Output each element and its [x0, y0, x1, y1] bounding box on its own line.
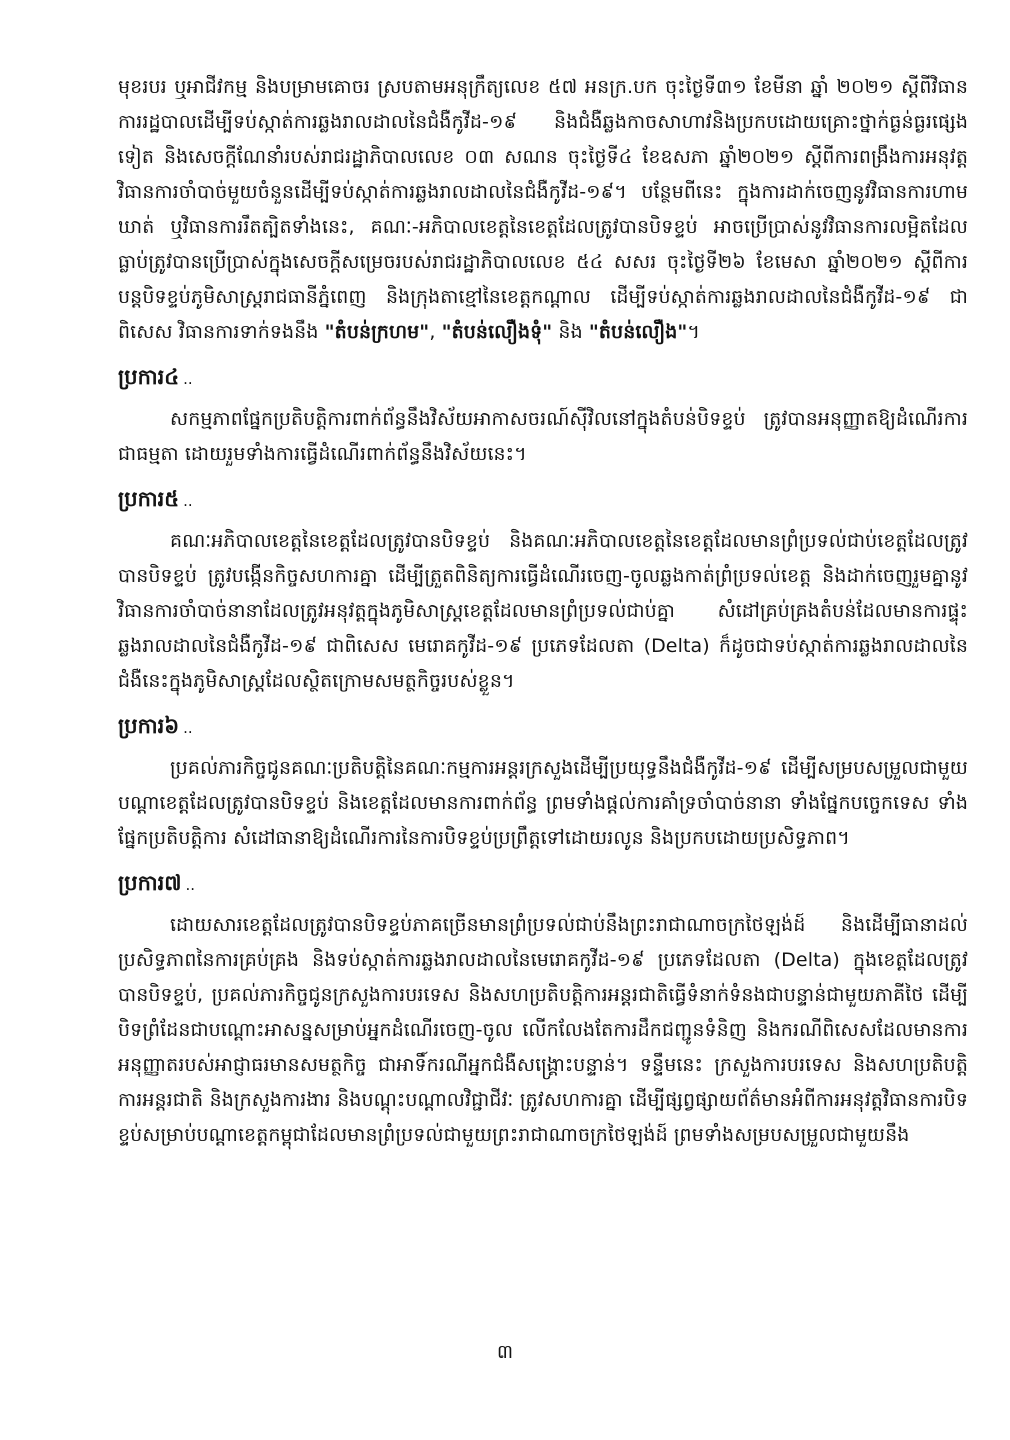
article-7 — [118, 866, 968, 1153]
article-body: ប្រគល់ភារកិច្ចជូនគណៈប្រតិបត្តិនៃគណៈកម្មការអន្តរក្រសួងដើម្បីប្រយុទ្ធនឹងជំងឺកូវីដ-១៩ ដើម្បីសម្របសម្រួលជាមួយបណ្តាខេត្តដែលត្រូវបានបិទខ្ទប់ និងខេត្តដែលមានការពាក់ព័ន្ធ ព្រមទាំងផ្តល់ការគាំទ្រចាំបាច់នានា ទាំងផ្នែកបច្ចេកទេស ទាំងផ្នែកប្រតិបត្តិការ សំដៅធានាឱ្យដំណើរការនៃការបិទខ្ទប់ប្រព្រឹត្តទៅដោយរលូន និងប្រកបដោយប្រសិទ្ធភាព។ — [118, 757, 968, 849]
article-heading — [118, 709, 968, 745]
heading-dots: .. — [183, 492, 193, 510]
article-heading — [118, 866, 968, 902]
separator: និង — [552, 321, 589, 343]
heading-dots: .. — [185, 876, 196, 894]
zone-yellow-label: "តំបន់លឿង" — [588, 321, 688, 343]
heading-dots: .. — [183, 370, 193, 388]
article-6 — [118, 709, 968, 856]
separator: , — [429, 321, 442, 343]
intro-paragraph — [118, 70, 968, 350]
article-body: សកម្មភាពផ្នែកប្រតិបត្តិការពាក់ព័ន្ធនឹងវិស័យអាកាសចរណ៍ស៊ីវិលនៅក្នុងតំបន់បិទខ្ទប់ ត្រូវបានអនុញ្ញាតឱ្យដំណើរការជាធម្មតា ដោយរួមទាំងការធ្វើដំណើរពាក់ព័ន្ធនឹងវិស័យនេះ។ — [118, 408, 968, 465]
article-body: គណៈអភិបាលខេត្តនៃខេត្តដែលត្រូវបានបិទខ្ទប់ និងគណៈអភិបាលខេត្តនៃខេត្តដែលមានព្រំប្រទល់ជាប់ខេត្តដែលត្រូវបានបិទខ្ទប់ ត្រូវបង្កើនកិច្ចសហការគ្នា ដើម្បីត្រួតពិនិត្យការធ្វើដំណើរចេញ-ចូលឆ្លងកាត់ព្រំប្រទល់ខេត្ត និងដាក់ចេញរួមគ្នានូវវិធានការចាំបាច់នានាដែលត្រូវអនុវត្តក្នុងភូមិសាស្ត្រខេត្តដែលមានព្រំប្រទល់ជាប់គ្នា សំដៅគ្រប់គ្រងតំបន់ដែលមានការផ្ទុះឆ្លងរាលដាលនៃជំងឺកូវីដ-១៩ ជាពិសេស មេរោគកូវីដ-១៩ ប្រភេទដែលតា (Delta) ក៏ដូចជាទប់ស្កាត់ការឆ្លងរាលដាលនៃជំងឺនេះក្នុងភូមិសាស្ត្រដែលស្ថិតក្រោមសមត្ថកិច្ចរបស់ខ្លួន។ — [118, 530, 968, 692]
zone-red-label: "តំបន់ក្រហម" — [324, 321, 430, 343]
article-5 — [118, 482, 968, 699]
heading-dots: .. — [183, 719, 193, 737]
article-title: ប្រការ៤ — [118, 365, 180, 389]
article-heading — [118, 482, 968, 518]
article-title: ប្រការ៦ — [118, 714, 180, 738]
article-4 — [118, 360, 968, 472]
article-title: ប្រការ៥ — [118, 487, 180, 511]
zone-dark-yellow-label: "តំបន់លឿងទុំ" — [441, 321, 553, 343]
article-heading — [118, 360, 968, 396]
intro-text: មុខរបរ ឬអាជីវកម្ម និងបម្រាមគោចរ ស្របតាមអនុក្រឹត្យលេខ ៥៧ អនក្រ.បក ចុះថ្ងៃទី៣១ ខែមីនា ឆ្នាំ ២០២១ ស្តីពីវិធានការរដ្ឋបាលដើម្បីទប់ស្កាត់ការឆ្លងរាលដាលនៃជំងឺកូវីដ-១៩ និងជំងឺឆ្លងកាចសាហាវនិងប្រកបដោយគ្រោះថ្នាក់ធ្ងន់ធ្ងរផ្សេងទៀត និងសេចក្តីណែនាំរបស់រាជរដ្ឋាភិបាលលេខ ០៣ សណន ចុះថ្ងៃទី៤ ខែឧសភា ឆ្នាំ២០២១ ស្តីពីការពង្រឹងការអនុវត្តវិធានការចាំបាច់មួយចំនួនដើម្បីទប់ស្កាត់ការឆ្លងរាលដាលនៃជំងឺកូវីដ-១៩។ បន្ថែមពីនេះ ក្នុងការដាក់ចេញនូវវិធានការហាមឃាត់ ឬវិធានការរឹតត្បិតទាំងនេះ, គណៈ-អភិបាលខេត្តនៃខេត្តដែលត្រូវបានបិទខ្ទប់ អាចប្រើប្រាស់នូវវិធានការលម្អិតដែលធ្លាប់ត្រូវបានប្រើប្រាស់ក្នុងសេចក្តីសម្រេចរបស់រាជរដ្ឋាភិបាលលេខ ៥៤ សសរ ចុះថ្ងៃទី២៦ ខែមេសា ឆ្នាំ២០២១ ស្តីពីការបន្តបិទខ្ទប់ភូមិសាស្ត្ររាជធានីភ្នំពេញ និងក្រុងតាខ្មៅនៃខេត្តកណ្តាល ដើម្បីទប់ស្កាត់ការឆ្លងរាលដាលនៃជំងឺកូវីដ-១៩ ជាពិសេស វិធានការទាក់ទងនឹង — [118, 76, 968, 343]
article-body: ដោយសារខេត្តដែលត្រូវបានបិទខ្ទប់ភាគច្រើនមានព្រំប្រទល់ជាប់នឹងព្រះរាជាណាចក្រថៃឡង់ដ៍ និងដើម្បីធានាដល់ប្រសិទ្ធភាពនៃការគ្រប់គ្រង និងទប់ស្កាត់ការឆ្លងរាលដាលនៃមេរោគកូវីដ-១៩ ប្រភេទដែលតា (Delta) ក្នុងខេត្តដែលត្រូវបានបិទខ្ទប់, ប្រគល់ភារកិច្ចជូនក្រសួងការបរទេស និងសហប្រតិបត្តិការអន្តរជាតិធ្វើទំនាក់ទំនងជាបន្ទាន់ជាមួយភាគីថៃ ដើម្បីបិទព្រំដែនជាបណ្តោះអាសន្នសម្រាប់អ្នកដំណើរចេញ-ចូល លើកលែងតែការដឹកជញ្ជូនទំនិញ និងករណីពិសេសដែលមានការអនុញ្ញាតរបស់អាជ្ញាធរមានសមត្ថកិច្ច ជាអាទិ៍ករណីអ្នកជំងឺសង្គ្រោះបន្ទាន់។ ទន្ទឹមនេះ ក្រសួងការបរទេស និងសហប្រតិបត្តិការអន្តរជាតិ និងក្រសួងការងារ និងបណ្តុះបណ្តាលវិជ្ជាជីវៈ ត្រូវសហការគ្នា ដើម្បីផ្សព្វផ្សាយព័ត៌មានអំពីការអនុវត្តវិធានការបិទខ្ទប់សម្រាប់បណ្តាខេត្តកម្ពុជាដែលមានព្រំប្រទល់ជាមួយព្រះរាជាណាចក្រថៃឡង់ដ៍ ព្រមទាំងសម្របសម្រួលជាមួយនឹង — [118, 914, 968, 1146]
sentence-end: ។ — [687, 321, 701, 343]
page-number: ៣ — [496, 1341, 514, 1363]
article-title: ប្រការ៧ — [118, 871, 182, 895]
